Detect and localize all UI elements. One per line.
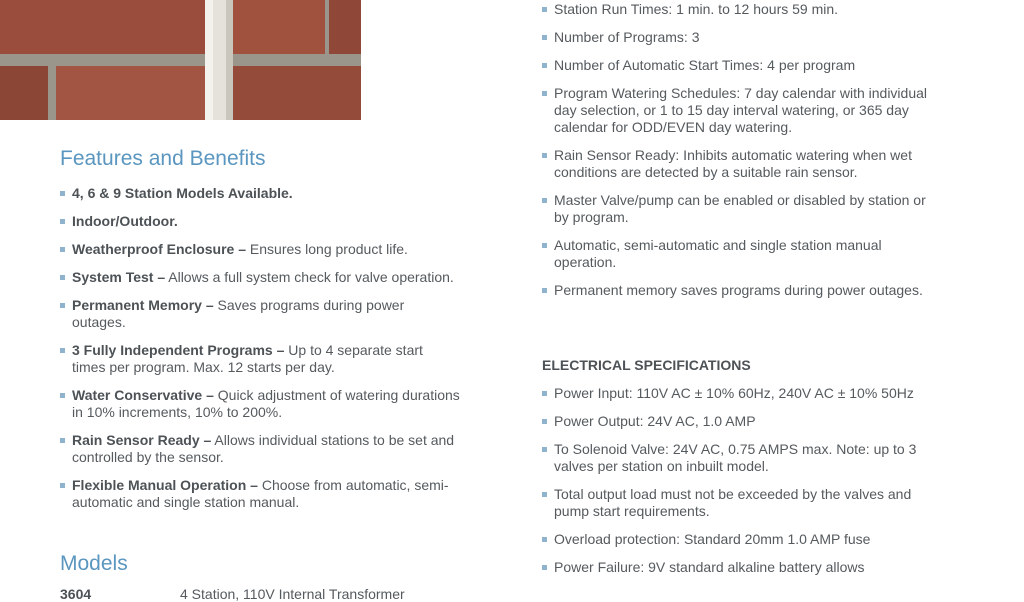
feature-description: Up to 4 separate start times per program. Max. 12 starts per day. bbox=[72, 342, 423, 375]
electrical-specification-item: Power Output: 24V AC, 1.0 AMP bbox=[542, 413, 942, 430]
feature-label: Indoor/Outdoor. bbox=[72, 213, 178, 229]
specification-item: Station Run Times: 1 min. to 12 hours 59 min. bbox=[542, 1, 942, 18]
feature-item bbox=[60, 241, 460, 258]
feature-label: Weatherproof Enclosure – bbox=[72, 241, 247, 257]
feature-description: Allows a full system check for valve operation. bbox=[165, 269, 454, 285]
model-description: 4 Station, 110V Internal Transformer bbox=[180, 586, 405, 602]
electrical-specification-item: Power Input: 110V AC ± 10% 60Hz, 240V AC ± 10% 50Hz bbox=[542, 385, 942, 402]
feature-label: Rain Sensor Ready – bbox=[72, 432, 212, 448]
feature-description: Ensures long product life. bbox=[246, 241, 408, 257]
feature-item bbox=[60, 477, 460, 511]
feature-item bbox=[60, 432, 460, 466]
feature-description: Allows individual stations to be set and controlled by the sensor. bbox=[72, 432, 455, 465]
feature-label: Water Conservative – bbox=[72, 387, 214, 403]
specification-item: Master Valve/pump can be enabled or disabled by station or by program. bbox=[542, 192, 942, 226]
features-heading: Features and Benefits bbox=[60, 147, 266, 170]
models-heading: Models bbox=[60, 552, 128, 575]
specification-item: Permanent memory saves programs during power outages. bbox=[542, 282, 942, 299]
specification-item: Automatic, semi-automatic and single station manual operation. bbox=[542, 237, 942, 271]
features-list bbox=[60, 185, 460, 522]
brick-wall-image bbox=[0, 0, 361, 120]
feature-description: Choose from automatic, semi-automatic and single station manual. bbox=[72, 477, 449, 510]
electrical-specification-item: Power Failure: 9V standard alkaline battery allows bbox=[542, 559, 942, 576]
feature-description: Quick adjustment of watering durations in 10% increments, 10% to 200%. bbox=[72, 387, 460, 420]
electrical-specification-item: Overload protection: Standard 20mm 1.0 AMP fuse bbox=[542, 531, 942, 548]
specification-item: Program Watering Schedules: 7 day calendar with individual day selection, or 1 to 15 day interval watering, or 365 day calendar for ODD/EVEN day watering. bbox=[542, 85, 942, 136]
specification-item: Rain Sensor Ready: Inhibits automatic watering when wet conditions are detected by a suitable rain sensor. bbox=[542, 147, 942, 181]
feature-item bbox=[60, 185, 460, 202]
feature-label: Flexible Manual Operation – bbox=[72, 477, 258, 493]
feature-item bbox=[60, 342, 460, 376]
feature-label: System Test – bbox=[72, 269, 166, 285]
specifications-list bbox=[542, 1, 942, 310]
feature-item bbox=[60, 387, 460, 421]
feature-item bbox=[60, 269, 460, 286]
specification-item: Number of Programs: 3 bbox=[542, 29, 942, 46]
brick-wall-photo bbox=[0, 0, 361, 120]
electrical-specifications-list bbox=[542, 385, 942, 587]
feature-label: 3 Fully Independent Programs – bbox=[72, 342, 285, 358]
specification-item: Number of Automatic Start Times: 4 per program bbox=[542, 57, 942, 74]
electrical-specification-item: To Solenoid Valve: 24V AC, 0.75 AMPS max. Note: up to 3 valves per station on inbuilt model. bbox=[542, 441, 942, 475]
model-code: 3604 bbox=[60, 586, 92, 602]
feature-item bbox=[60, 297, 460, 331]
feature-description: Saves programs during power outages. bbox=[72, 297, 405, 330]
electrical-specification-item: Total output load must not be exceeded by the valves and pump start requirements. bbox=[542, 486, 942, 520]
electrical-specifications-heading: ELECTRICAL SPECIFICATIONS bbox=[542, 357, 751, 373]
feature-label: 4, 6 & 9 Station Models Available. bbox=[72, 185, 293, 201]
feature-item bbox=[60, 213, 460, 230]
feature-label: Permanent Memory – bbox=[72, 297, 214, 313]
